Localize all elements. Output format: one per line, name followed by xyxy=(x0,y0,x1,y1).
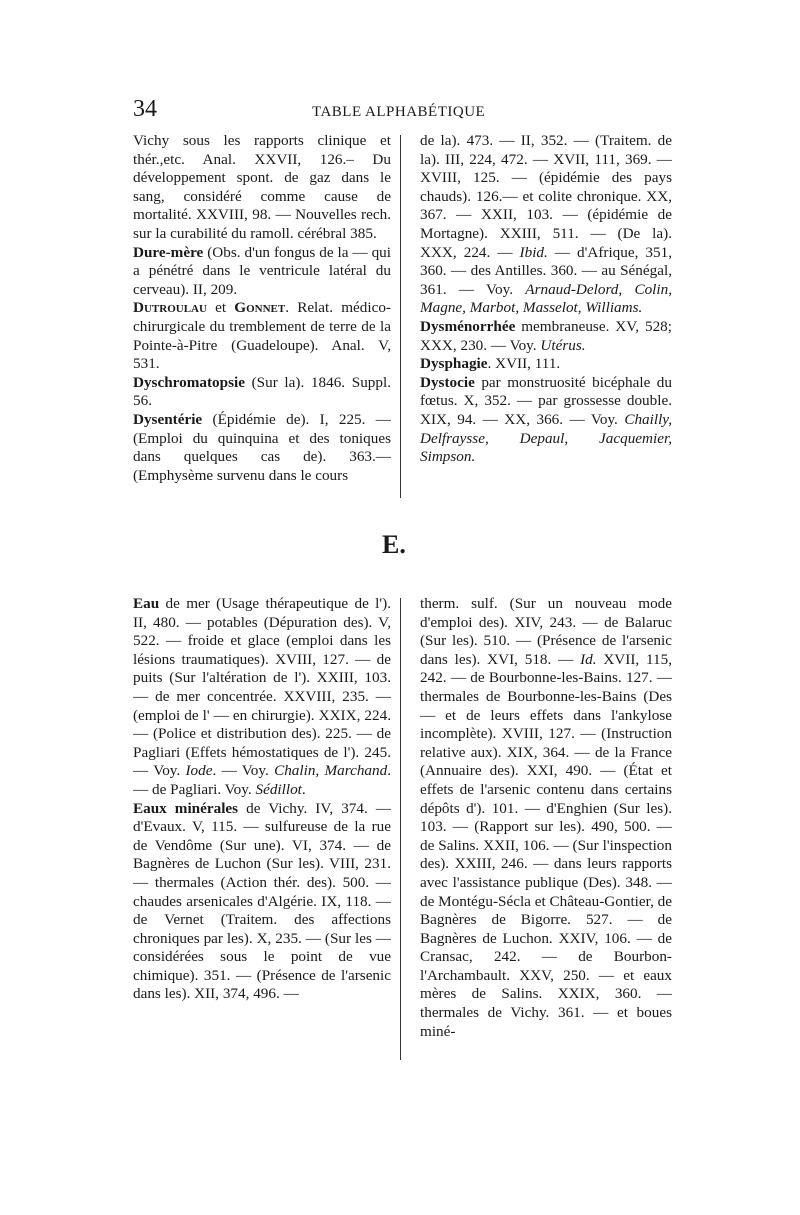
entry-headword: Eau xyxy=(133,595,160,612)
entry-headword: Dysphagie xyxy=(420,355,488,373)
entry-text: (Épidémie de). I, 225. — (Emploi du quinquina et des toniques dans quelques cas de). 363.— (Emphysème survenu dans le cours xyxy=(133,410,391,484)
cross-reference: Chalin, Marchand xyxy=(274,762,388,780)
entry-text: . — Voy. xyxy=(212,762,275,780)
entry-text: (Obs. d'un fongus de la — qui a pénétré dans le ventricule latéral du cerveau). II, 209. xyxy=(133,243,391,298)
entry-text: Vichy sous les rapports clinique et thér.,etc. Anal. XXVII, 126.– Du développement spont. de gaz dans le sang, considéré comme cause de mortalité. XXVIII, 98. — Nouvelles rech. sur la curabilité du ramoll. cérébral 385. xyxy=(133,132,391,242)
page-header xyxy=(0,96,800,126)
top-right-column xyxy=(420,132,672,502)
entry-headword: Dysménorrhée xyxy=(420,317,516,335)
section-letter: E. xyxy=(382,530,406,559)
cross-reference: Ibid. xyxy=(519,243,548,261)
bottom-right-column xyxy=(420,595,672,1070)
running-title: TABLE ALPHABÉTIQUE xyxy=(312,104,486,120)
entry-text: et xyxy=(206,299,235,317)
column-divider-bottom xyxy=(400,598,401,1060)
cross-reference: Utérus. xyxy=(540,336,586,354)
index-entry xyxy=(133,299,391,373)
index-entry xyxy=(133,800,391,1005)
entry-text: XVII, 115, 242. — de Bourbonne-les-Bains. 127. — thermales de Bourbonne-les-Bains (Des — et de leurs effets dans l'ankylose incomplète). XVIII, 127. — (Instruction relative aux). XIX, 364. — de la France (Annuaire des). XXI, 490. — (État et effets de l'arsenic contenu dans certains dépôts d'). 101. — d'Enghien (Sur les). 103. — (Rapport sur les). 490, 500. — de Salins. XXII, 106. — (Sur l'inspection des). XXIII, 246. — dans leurs rapports avec l'assistance publique (Des). 348. — de Montégu-Sécla et Château-Gontier, de Bagnères de Bigorre. 527. — de Bagnères de Luchon. XXIV, 106. — de Cransac, 242. — de Bourbon-l'Archambault. XXV, 250. — et eaux mères de Salins. XXIX, 360. — thermales de Vichy. 361. — et boues miné- xyxy=(420,650,672,1040)
index-entry xyxy=(133,374,391,411)
entry-headword: Dystocie xyxy=(420,373,475,391)
index-entry xyxy=(420,355,672,374)
index-entry xyxy=(133,244,391,300)
entry-text: de mer (Usage thérapeutique de l'). II, 480. — potables (Dépuration des). V, 522. — froide et glace (emploi dans les lésions traumatiques). XVIII, 127. — de puits (Sur l'altération de l'). XXIII, 103. — de mer concentrée. XXVIII, 235. — (emploi de l' — en chirurgie). XXIX, 224. — (Police et distribution des). 225. — de Pagliari (Effets hémostatiques de l'). 245. — Voy. xyxy=(133,595,391,780)
cross-reference: Sédillot xyxy=(255,780,302,798)
entry-text: membraneuse. XV, 528; XXX, 230. — Voy. xyxy=(420,317,672,354)
index-entry xyxy=(133,411,391,485)
entry-text: — d'Afrique, 351, 360. — des Antilles. 360. — au Sénégal, 361. — Voy. xyxy=(420,243,672,298)
entry-text: par monstruosité bicéphale du fœtus. X, 352. — par grossesse double. XIX, 94. — XX, 366. — Voy. xyxy=(420,373,672,428)
entry-text: therm. sulf. (Sur un nouveau mode d'emploi des). XIV, 243. — de Balaruc (Sur les). 510. — (Présence de l'arsenic dans les). XVI, 518. — xyxy=(420,595,672,668)
entry-text: de Vichy. IV, 374. — d'Evaux. V, 115. — sulfureuse de la rue de Vendôme (Sur une). VI, 374. — de Bagnères de Luchon (Sur les). VIII, 231. — thermales (Action thér. des). 500. — chaudes arsenicales d'Algérie. IX, 118. — de Vernet (Traitem. des affections chroniques par les). X, 235. — (Sur les — considérées sous le point de vue chimique). 351. — (Présence de l'arsenic dans les). XII, 374, 496. — xyxy=(133,799,391,1003)
entry-text: de la). 473. — II, 352. — (Traitem. de la). III, 224, 472. — XVII, 111, 369. — XVIII, 125. — (épidémie des pays chauds). 126.— et colite chronique. XX, 367. — XXII, 103. — (épidémie de Mortagne). XXIII, 511. — (De la). XXX, 224. — xyxy=(420,132,672,261)
column-divider-top xyxy=(400,135,401,498)
index-entry xyxy=(133,595,391,800)
entry-text: . Relat. médico-chirurgicale du tremblement de terre de la Pointe-à-Pitre (Guadeloupe). Anal. V, 531. xyxy=(133,299,391,373)
entry-text: . xyxy=(301,780,306,798)
cross-reference: Chailly, Delfraysse, Depaul, Jacquemier, Simpson. xyxy=(420,410,672,466)
entry-headword: Dyschromatopsie xyxy=(133,373,245,391)
index-entry xyxy=(133,132,391,244)
entry-text: (Sur la). 1846. Suppl. 56. xyxy=(133,373,391,410)
top-left-column xyxy=(133,132,391,502)
bottom-left-column xyxy=(133,595,391,1070)
entry-headword: Gonnet xyxy=(234,299,286,317)
page-number: 34 xyxy=(133,96,157,122)
entry-headword: Dure-mère xyxy=(133,243,204,261)
cross-reference: Iode xyxy=(185,762,213,780)
index-entry xyxy=(420,595,672,1041)
entry-headword: Dutroulau xyxy=(133,299,207,317)
entry-text: . XVII, 111. xyxy=(487,355,561,373)
entry-headword: Eaux minérales xyxy=(133,799,239,817)
index-entry xyxy=(420,374,672,467)
index-entry xyxy=(420,132,672,318)
cross-reference: Id. xyxy=(580,650,597,668)
index-entry xyxy=(420,318,672,355)
cross-reference: Arnaud-Delord, Colin, Magne, Marbot, Masselot, Williams. xyxy=(420,280,672,317)
entry-headword: Dysentérie xyxy=(133,410,203,428)
entry-text: . — de Pagliari. Voy. xyxy=(133,762,391,798)
